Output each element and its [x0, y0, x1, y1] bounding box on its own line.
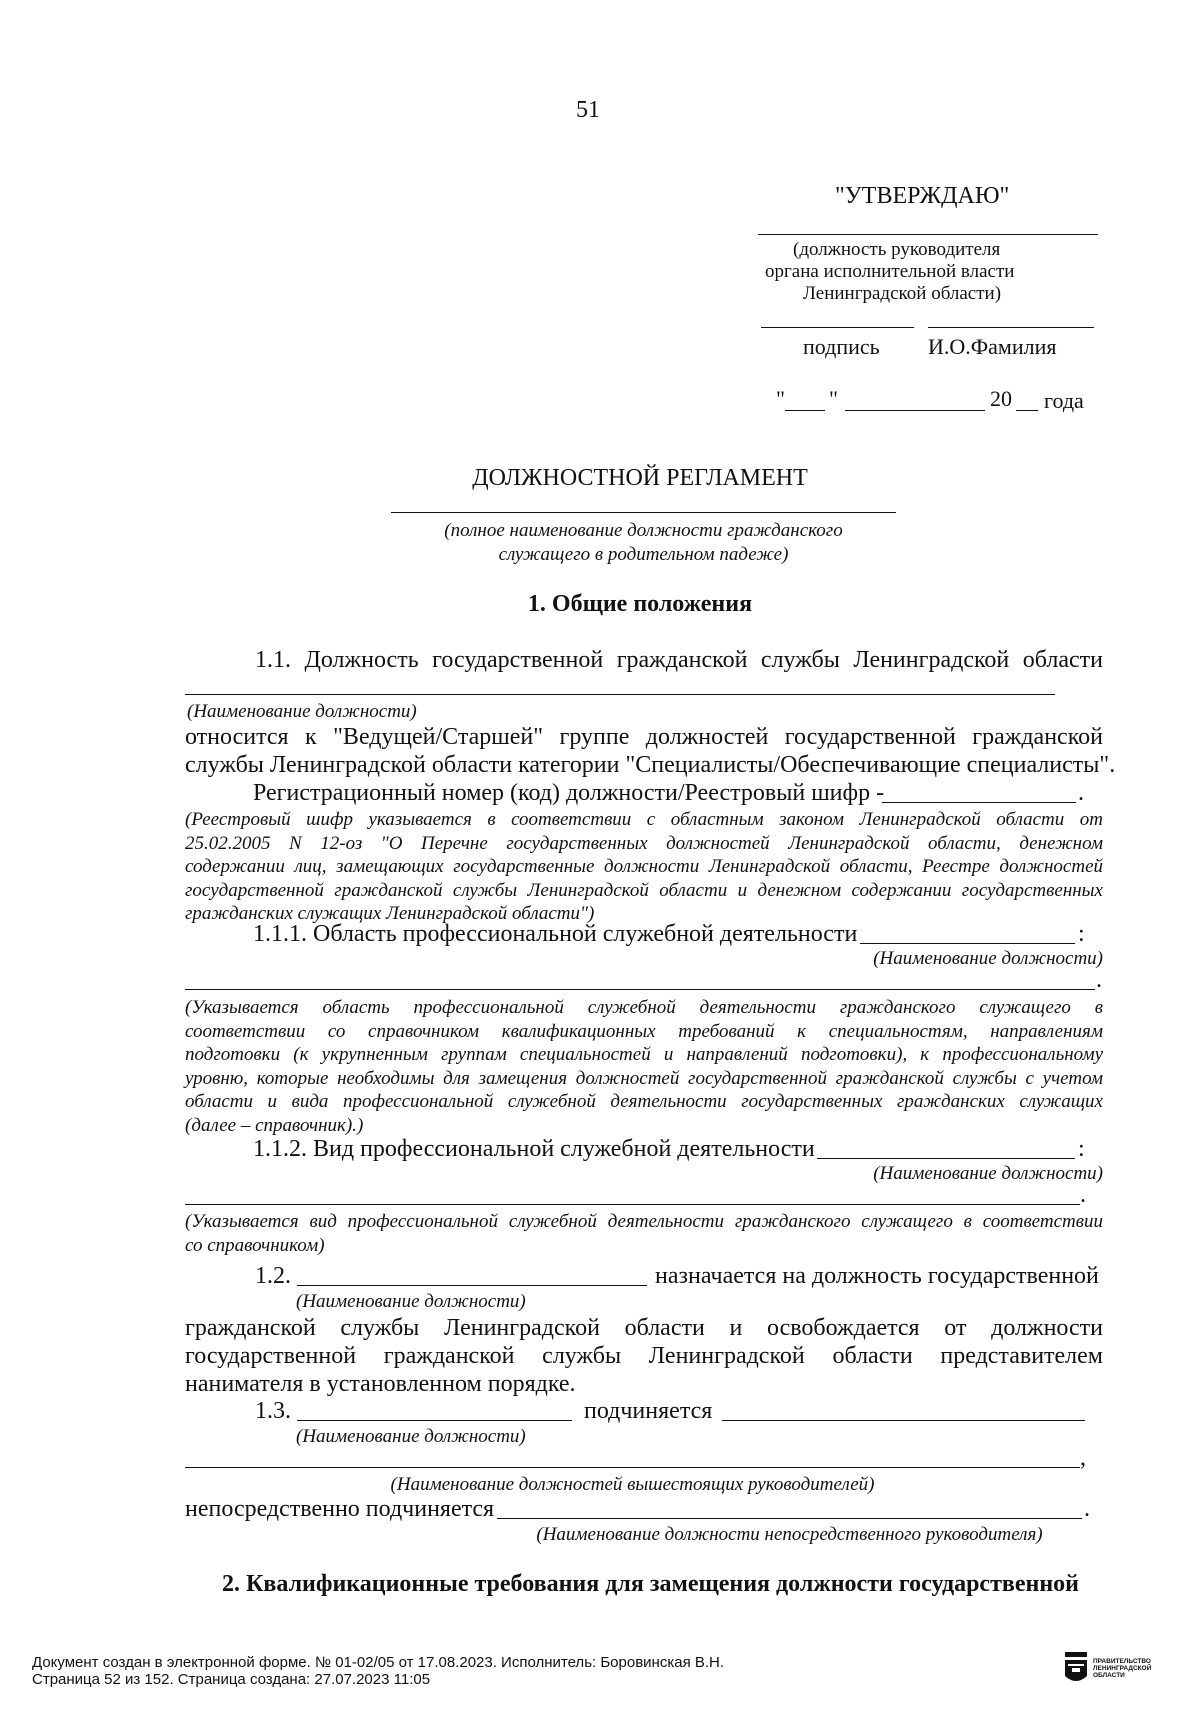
reg-number-period: .	[1078, 780, 1084, 806]
logo-line: ЛЕНИНГРАДСКОЙ	[1093, 1665, 1152, 1672]
footer-line: Страница 52 из 152. Страница создана: 27.07.2023 11:05	[32, 1671, 431, 1688]
paragraph-1-3-number: 1.3.	[255, 1398, 291, 1424]
paragraph-1-1-1: 1.1.1. Область профессиональной служебной деятельности	[253, 921, 858, 947]
note-line: гражданских служащих Ленинградской области")	[185, 903, 595, 924]
page-number: 51	[576, 97, 600, 123]
note-line: (Указывается область профессиональной служебной деятельности гражданского служащего в	[185, 997, 1103, 1018]
comma: ,	[1080, 1445, 1086, 1471]
note-line: (далее – справочник).)	[185, 1114, 364, 1136]
note-line: государственной гражданской службы Ленинградской области и денежном содержании государственных	[185, 879, 1103, 901]
kind-line	[817, 1158, 1075, 1159]
date-quote-open: "	[776, 386, 785, 411]
logo-line: ОБЛАСТИ	[1093, 1672, 1125, 1679]
area-continuation-line	[185, 989, 1095, 990]
hint-position-name: (Наименование должности)	[873, 948, 1103, 969]
reg-number-line	[882, 802, 1076, 803]
note-line: со справочником)	[185, 1234, 325, 1256]
paragraph-1-3-mid: подчиняется	[584, 1398, 713, 1424]
approval-title: "УТВЕРЖДАЮ"	[835, 183, 1010, 209]
note-line: (Реестровый шифр указывается в соответствии с областным законом Ленинградской области от	[185, 809, 1103, 830]
hint-position-name: (Наименование должности)	[296, 1291, 526, 1312]
period: .	[1084, 1496, 1090, 1522]
hint-position-name: (Наименование должности)	[296, 1426, 526, 1447]
hint-position-name: (Наименование должности)	[187, 701, 417, 722]
hint-position-name: (Наименование должности)	[873, 1163, 1103, 1184]
footer-info	[32, 1654, 724, 1688]
area-line	[860, 943, 1075, 944]
subordinate-position-line	[297, 1420, 572, 1421]
hint-line: органа исполнительной власти	[765, 261, 1015, 282]
note-line: подготовки (к укрупненным группам специальностей и направлений подготовки), к профессиональному	[185, 1044, 1103, 1065]
note-line: области и вида профессиональной служебной деятельности государственных гражданских служащих	[185, 1091, 1103, 1112]
name-label: И.О.Фамилия	[928, 334, 1057, 359]
area-note	[185, 996, 1103, 1137]
body-line: гражданской службы Ленинградской области и освобождается от должности	[185, 1315, 1103, 1341]
hint-line: Ленинградской области)	[803, 283, 1002, 304]
colon: :	[1078, 921, 1085, 947]
note-line: содержании лиц, замещающих государственные должности Ленинградской области, Реестре должностей	[185, 856, 1103, 877]
hint-superiors: (Наименование должностей вышестоящих руководителей)	[390, 1474, 875, 1495]
superior-line	[722, 1420, 1085, 1421]
paragraph-1-1: 1.1. Должность государственной гражданской службы Ленинградской области	[255, 647, 1103, 673]
paragraph-1-2-body	[185, 1314, 1103, 1398]
government-emblem-icon	[1063, 1652, 1089, 1686]
document-subtitle-hint	[391, 519, 896, 566]
name-line	[928, 327, 1094, 328]
appointed-position-line	[297, 1285, 647, 1286]
direct-manager-line	[497, 1518, 1082, 1519]
hint-direct-manager: (Наименование должности непосредственного руководителя)	[536, 1524, 1043, 1545]
date-year-prefix: 20	[990, 386, 1012, 411]
date-quote-close: "	[829, 386, 838, 411]
section2-heading: 2. Квалификационные требования для замещения должности государственной	[222, 1571, 1079, 1597]
title-position-line	[391, 512, 896, 513]
date-year-line	[1016, 410, 1038, 411]
period: .	[1096, 967, 1102, 993]
date-day-line	[785, 410, 825, 411]
document-title: ДОЛЖНОСТНОЙ РЕГЛАМЕНТ	[472, 465, 808, 491]
reg-note	[185, 808, 1103, 926]
body-line: нанимателя в установленном порядке.	[185, 1371, 576, 1397]
footer-line: Документ создан в электронной форме. № 01-02/05 от 17.08.2023. Исполнитель: Боровинская В.Н.	[32, 1654, 725, 1671]
date-year-suffix: года	[1044, 388, 1084, 413]
paragraph-1-2-number: 1.2.	[255, 1263, 291, 1289]
colon: :	[1078, 1136, 1085, 1162]
paragraph-1-2-tail: назначается на должность государственной	[655, 1263, 1099, 1289]
hint-line: (полное наименование должности гражданского	[444, 520, 843, 541]
period: .	[1080, 1182, 1086, 1208]
group-line-1: относится к "Ведущей/Старшей" группе должностей государственной гражданской	[185, 724, 1103, 750]
approval-position-hint	[765, 239, 1095, 305]
position-name-line	[185, 694, 1055, 695]
signature-line	[761, 327, 914, 328]
superiors-line	[185, 1467, 1080, 1468]
signature-label: подпись	[803, 334, 880, 359]
kind-continuation-line	[185, 1204, 1080, 1205]
reg-number-label: Регистрационный номер (код) должности/Реестровый шифр -	[253, 780, 885, 806]
direct-subordination-label: непосредственно подчиняется	[185, 1496, 495, 1522]
kind-note	[185, 1210, 1103, 1257]
group-line-2: службы Ленинградской области категории "Специалисты/Обеспечивающие специалисты".	[185, 752, 1116, 778]
logo-line: ПРАВИТЕЛЬСТВО	[1093, 1658, 1151, 1665]
position-signature-line	[758, 234, 1098, 235]
note-line: (Указывается вид профессиональной служебной деятельности гражданского служащего в соответствии	[185, 1211, 1103, 1232]
hint-line: служащего в родительном падеже)	[498, 543, 789, 565]
date-month-line	[845, 410, 985, 411]
note-line: соответствии со справочником квалификационных требований к специальностям, направлениям	[185, 1020, 1103, 1042]
body-line: государственной гражданской службы Ленинградской области представителем	[185, 1343, 1103, 1369]
government-logo-text	[1093, 1658, 1151, 1679]
note-line: 25.02.2005 N 12-оз "О Перечне государственных должностей Ленинградской области, денежном	[185, 832, 1103, 854]
paragraph-1-1-2: 1.1.2. Вид профессиональной служебной деятельности	[253, 1136, 815, 1162]
note-line: уровню, которые необходимы для замещения должностей государственной гражданской службы с учетом	[185, 1067, 1103, 1089]
hint-line: (должность руководителя	[793, 239, 1001, 260]
section1-heading: 1. Общие положения	[527, 591, 753, 617]
